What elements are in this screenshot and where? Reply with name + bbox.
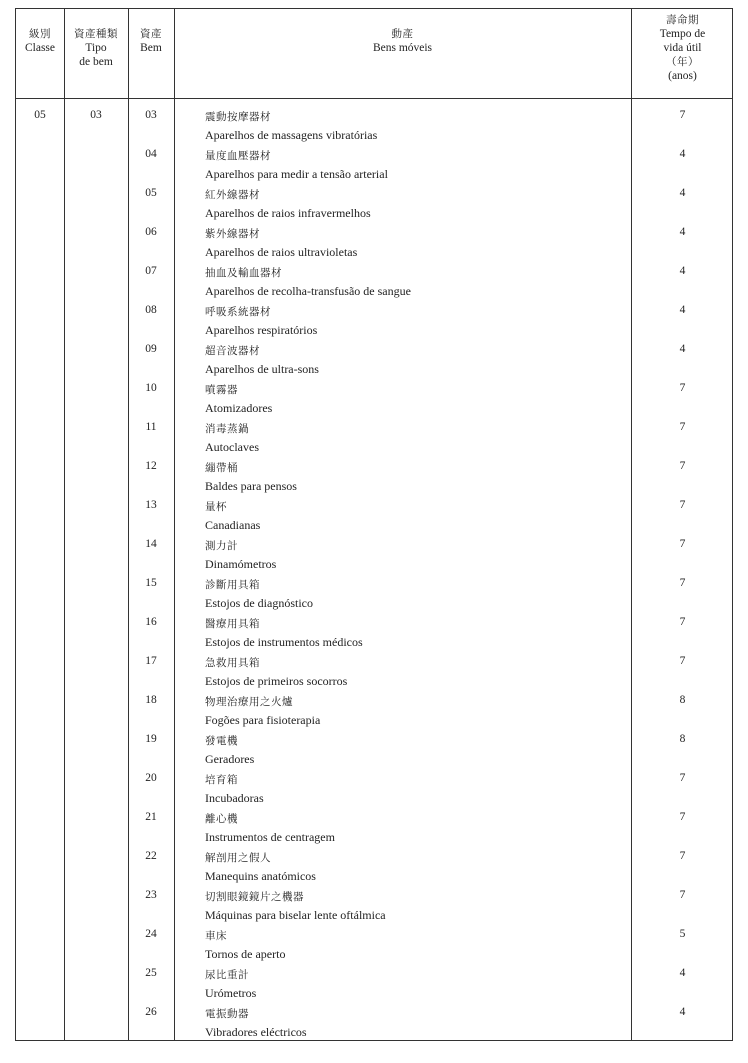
- bem-name-zh: 呼吸系統器材: [205, 306, 271, 318]
- asset-table: [15, 8, 733, 1041]
- bem-name-pt: Aparelhos de recolha-transfusão de sangue: [205, 284, 411, 298]
- header-tipo: 資產種類 Tipo de bem: [74, 28, 118, 68]
- bem-code: 20: [145, 772, 157, 784]
- bem-code: 16: [145, 616, 157, 628]
- bem-name-zh: 發電機: [205, 735, 238, 747]
- bem-code: 10: [145, 382, 157, 394]
- bem-code: 23: [145, 889, 157, 901]
- bem-code: 21: [145, 811, 157, 823]
- bem-name-pt: Máquinas para biselar lente oftálmica: [205, 908, 386, 922]
- bem-name-zh: 診斷用具箱: [205, 579, 260, 591]
- bem-code: 07: [145, 265, 157, 277]
- tempo-value: 7: [679, 772, 686, 784]
- bem-code: 06: [145, 226, 157, 238]
- tempo-value: 7: [679, 382, 686, 394]
- bem-name-pt: Aparelhos de raios ultravioletas: [205, 245, 358, 259]
- bem-code: 14: [145, 538, 157, 550]
- tempo-value: 7: [679, 616, 686, 628]
- tempo-value: 7: [679, 499, 686, 511]
- bem-name-zh: 電振動器: [205, 1008, 249, 1020]
- header-classe: 級別 Classe: [24, 28, 56, 54]
- bem-name-zh: 尿比重計: [205, 969, 249, 981]
- header-divider: [16, 98, 732, 99]
- bem-code: 17: [145, 655, 157, 667]
- bem-name-zh: 解剖用之假人: [205, 852, 271, 864]
- bem-code: 25: [145, 967, 157, 979]
- header-bem: 資產 Bem: [140, 28, 162, 54]
- bem-name-zh: 紫外線器材: [205, 228, 260, 240]
- tempo-value: 8: [679, 733, 686, 745]
- bem-name-zh: 培育箱: [205, 774, 238, 786]
- tempo-value: 7: [679, 811, 686, 823]
- bem-name-pt: Dinamómetros: [205, 557, 277, 571]
- bem-name-zh: 震動按摩器材: [205, 111, 271, 123]
- column-divider: [64, 9, 65, 1040]
- bem-name-pt: Atomizadores: [205, 401, 273, 415]
- bem-name-zh: 切割眼鏡鏡片之機器: [205, 891, 304, 903]
- bem-code: 12: [145, 460, 157, 472]
- bem-name-pt: Manequins anatómicos: [205, 869, 316, 883]
- tempo-value: 7: [679, 655, 686, 667]
- bem-name-pt: Canadianas: [205, 518, 261, 532]
- tempo-value: 7: [679, 538, 686, 550]
- tempo-value: 4: [679, 148, 686, 160]
- column-divider: [631, 9, 632, 1040]
- header-tempo: 壽命期 Tempo de vida útil （年） (anos): [659, 14, 706, 82]
- bem-name-zh: 噴霧器: [205, 384, 238, 396]
- tempo-value: 4: [679, 343, 686, 355]
- header-bens-moveis: 動產 Bens móveis: [372, 28, 433, 54]
- bem-name-pt: Fogões para fisioterapia: [205, 713, 321, 727]
- bem-code: 22: [145, 850, 157, 862]
- tempo-value: 7: [679, 889, 686, 901]
- bem-name-pt: Aparelhos de raios infravermelhos: [205, 206, 371, 220]
- bem-code: 08: [145, 304, 157, 316]
- bem-name-zh: 量杯: [205, 501, 227, 513]
- bem-name-pt: Tornos de aperto: [205, 947, 286, 961]
- bem-code: 19: [145, 733, 157, 745]
- bem-code: 11: [145, 421, 157, 433]
- tempo-value: 8: [679, 694, 686, 706]
- tempo-value: 7: [679, 850, 686, 862]
- bem-code: 15: [145, 577, 157, 589]
- bem-name-zh: 離心機: [205, 813, 238, 825]
- bem-name-zh: 醫療用具箱: [205, 618, 260, 630]
- bem-code: 05: [145, 187, 157, 199]
- tempo-value: 7: [679, 109, 686, 121]
- bem-name-zh: 抽血及輸血器材: [205, 267, 282, 279]
- bem-name-zh: 繃帶桶: [205, 462, 238, 474]
- bem-name-zh: 量度血壓器材: [205, 150, 271, 162]
- bem-code: 03: [145, 109, 157, 121]
- bem-name-zh: 急救用具箱: [205, 657, 260, 669]
- bem-name-pt: Estojos de primeiros socorros: [205, 674, 348, 688]
- bem-code: 18: [145, 694, 157, 706]
- bem-code: 04: [145, 148, 157, 160]
- tempo-value: 7: [679, 421, 686, 433]
- bem-name-pt: Aparelhos de massagens vibratórias: [205, 128, 378, 142]
- bem-name-pt: Vibradores eléctricos: [205, 1025, 307, 1039]
- classe-value: 05: [34, 109, 46, 121]
- bem-name-zh: 消毒蒸鍋: [205, 423, 249, 435]
- bem-name-zh: 車床: [205, 930, 227, 942]
- bem-name-pt: Autoclaves: [205, 440, 259, 454]
- column-divider: [174, 9, 175, 1040]
- tempo-value: 4: [679, 1006, 686, 1018]
- bem-code: 09: [145, 343, 157, 355]
- tempo-value: 4: [679, 187, 686, 199]
- bem-name-pt: Aparelhos para medir a tensão arterial: [205, 167, 388, 181]
- bem-name-pt: Baldes para pensos: [205, 479, 297, 493]
- bem-name-pt: Estojos de instrumentos médicos: [205, 635, 363, 649]
- bem-name-pt: Estojos de diagnóstico: [205, 596, 313, 610]
- tempo-value: 4: [679, 265, 686, 277]
- column-divider: [128, 9, 129, 1040]
- bem-name-zh: 物理治療用之火爐: [205, 696, 293, 708]
- bem-code: 13: [145, 499, 157, 511]
- bem-name-pt: Incubadoras: [205, 791, 264, 805]
- bem-name-pt: Aparelhos respiratórios: [205, 323, 318, 337]
- tempo-value: 7: [679, 460, 686, 472]
- bem-name-zh: 紅外線器材: [205, 189, 260, 201]
- bem-name-pt: Geradores: [205, 752, 255, 766]
- tempo-value: 4: [679, 226, 686, 238]
- bem-name-zh: 超音波器材: [205, 345, 260, 357]
- tempo-value: 7: [679, 577, 686, 589]
- tipo-value: 03: [90, 109, 102, 121]
- tempo-value: 5: [679, 928, 686, 940]
- tempo-value: 4: [679, 304, 686, 316]
- tempo-value: 4: [679, 967, 686, 979]
- bem-name-zh: 測力計: [205, 540, 238, 552]
- bem-name-pt: Instrumentos de centragem: [205, 830, 335, 844]
- bem-code: 24: [145, 928, 157, 940]
- bem-name-pt: Aparelhos de ultra-sons: [205, 362, 319, 376]
- bem-code: 26: [145, 1006, 157, 1018]
- bem-name-pt: Urómetros: [205, 986, 257, 1000]
